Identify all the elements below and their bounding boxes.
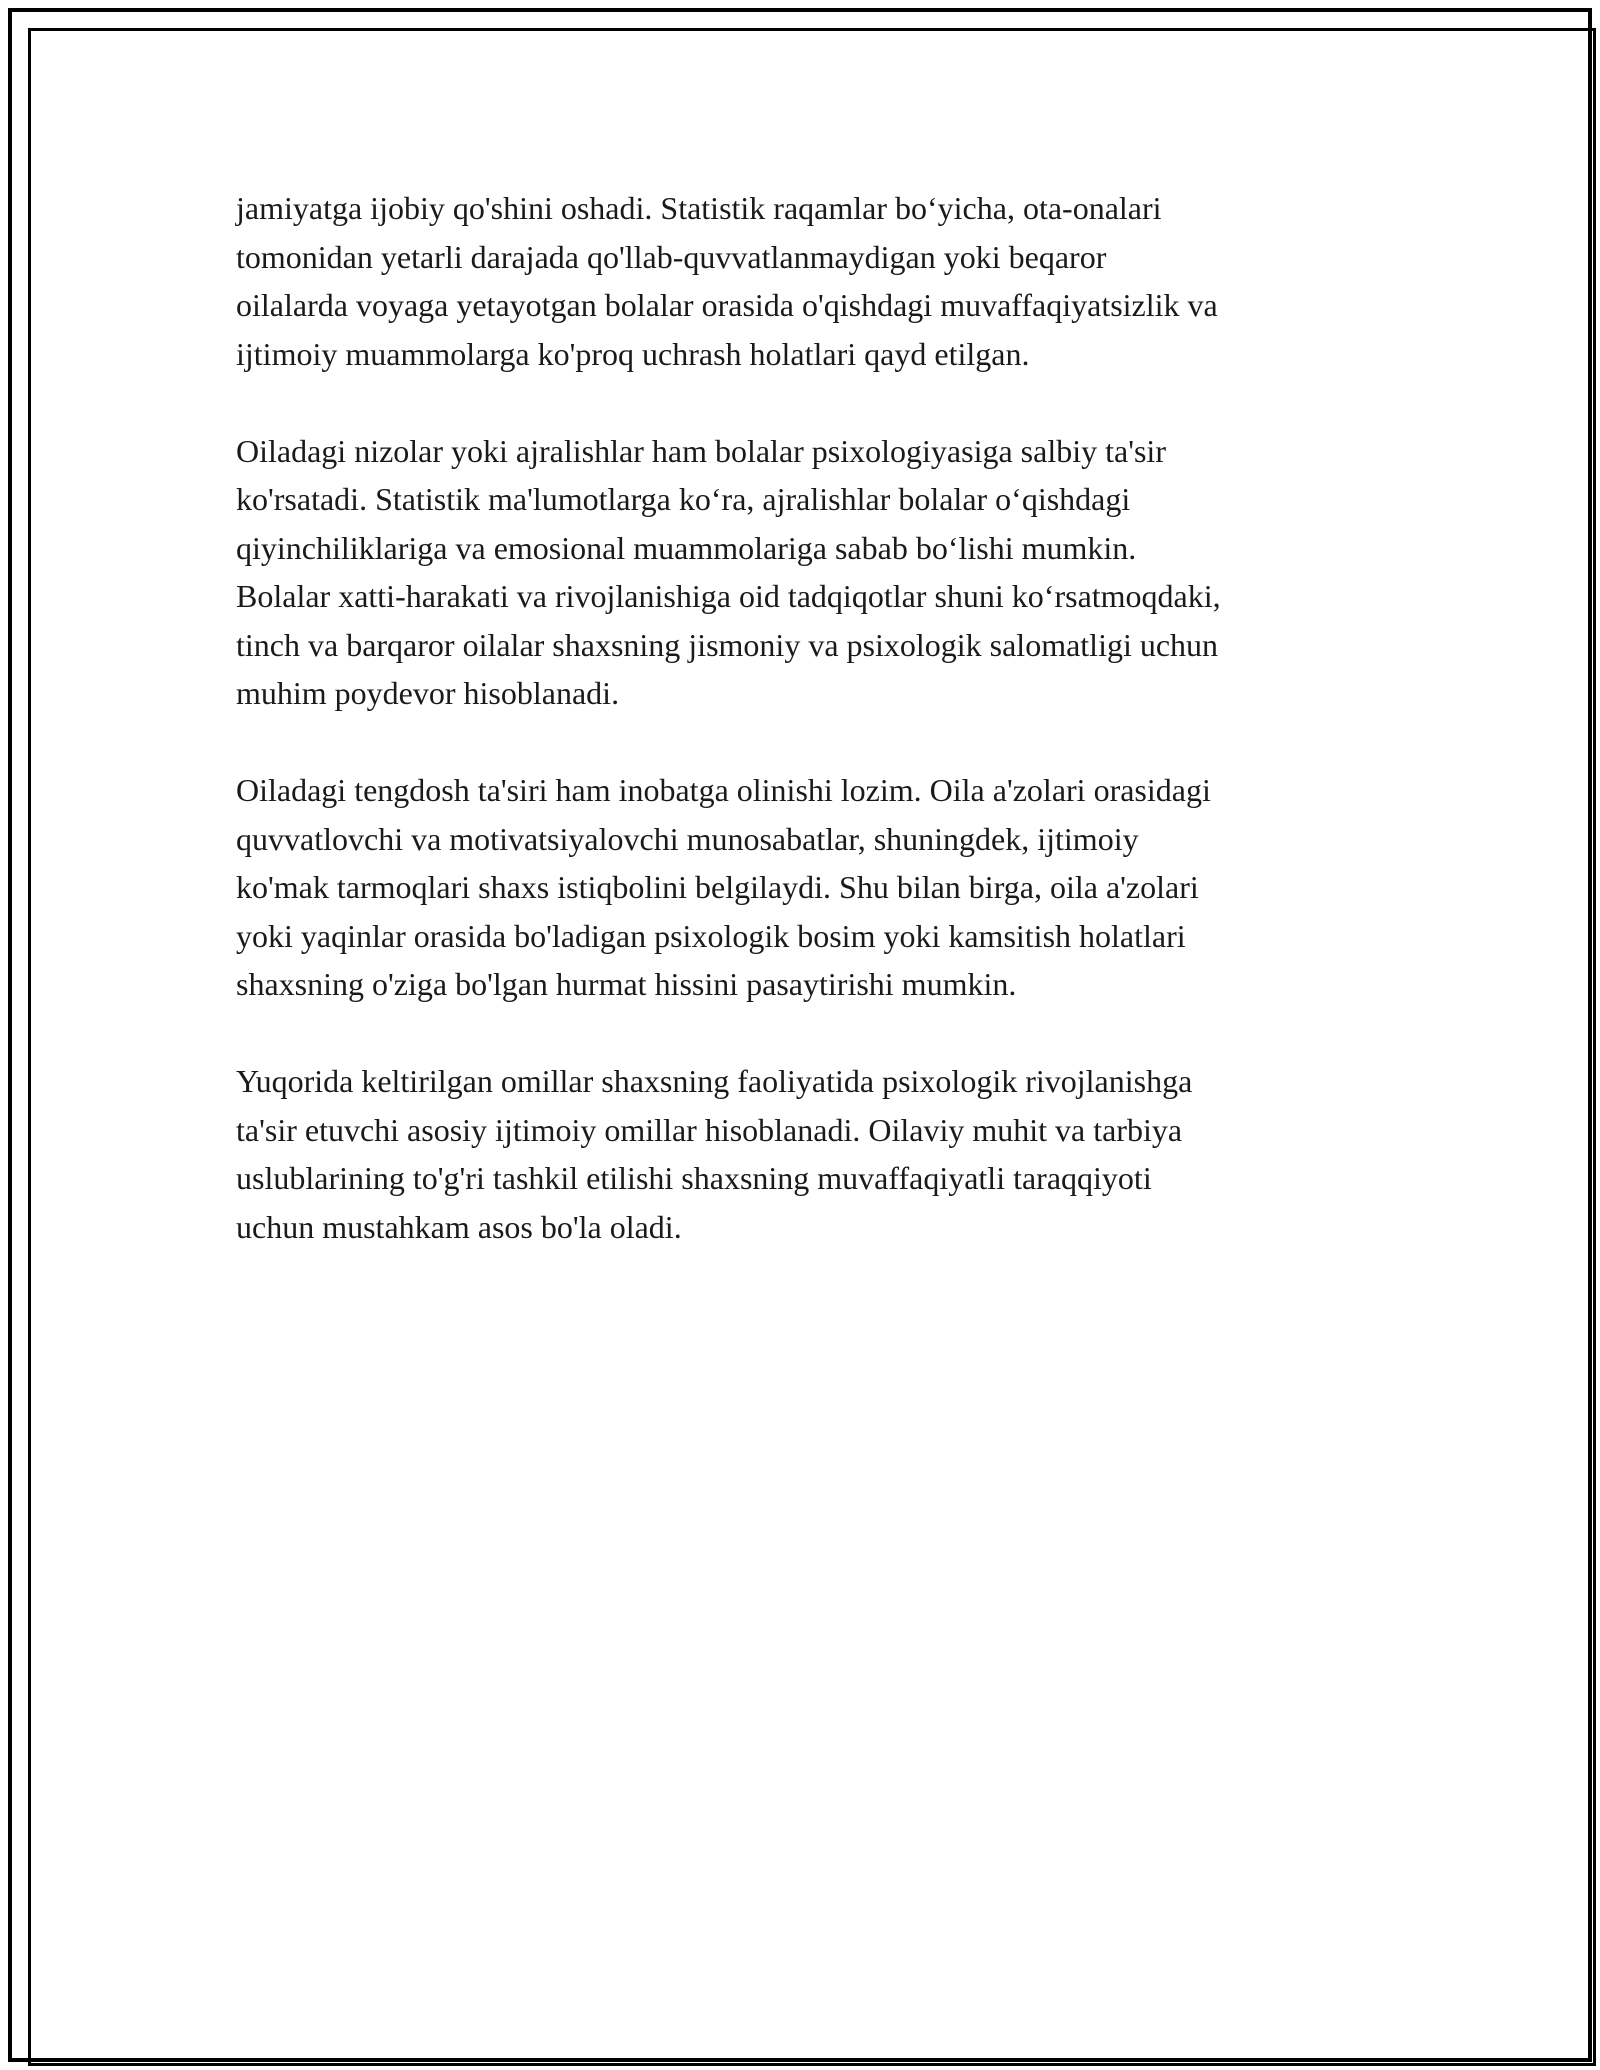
text-line: quvvatlovchi va motivatsiyalovchi munosabatlar, shuningdek, ijtimoiy <box>236 820 1139 857</box>
text-line: uslublarining to'g'ri tashkil etilishi shaxsning muvaffaqiyatli taraqqiyoti <box>236 1160 1152 1196</box>
text-line: Oiladagi tengdosh ta'siri ham inobatga olinishi lozim. Oila a'zolari orasidagi <box>236 772 1211 808</box>
text-line: ko'mak tarmoqlari shaxs istiqbolini belgilaydi. Shu bilan birga, oila a'zolari <box>236 869 1199 905</box>
text-line: Yuqorida keltirilgan omillar shaxsning faoliyatida psixologik rivojlanishga <box>236 1063 1193 1099</box>
text-line: qiyinchiliklariga va emosional muammolariga sabab bo‘lishi mumkin. <box>236 529 1137 566</box>
text-line: muhim poydevor hisoblanadi. <box>236 675 620 711</box>
text-line: shaxsning o'ziga bo'lgan hurmat hissini pasaytirishi mumkin. <box>236 966 1017 1002</box>
text-line: ta'sir etuvchi asosiy ijtimoiy omillar hisoblanadi. Oilaviy muhit va tarbiya <box>236 1111 1183 1148</box>
text-line: uchun mustahkam asos bo'la oladi. <box>236 1208 682 1245</box>
text-line: oilalarda voyaga yetayotgan bolalar orasida o'qishdagi muvaffaqiyatsizlik va <box>236 287 1218 323</box>
paragraph-3 <box>236 766 1386 1009</box>
text-line: ko'rsatadi. Statistik ma'lumotlarga ko‘ra, ajralishlar bolalar o‘qishdagi <box>236 481 1131 517</box>
text-line: ijtimoiy muammolarga ko'proq uchrash holatlari qayd etilgan. <box>236 335 1030 372</box>
document-body <box>236 184 1386 1300</box>
text-line: tomonidan yetarli darajada qo'llab-quvvatlanmaydigan yoki beqaror <box>236 238 1107 275</box>
paragraph-2 <box>236 427 1386 718</box>
paragraph-1 <box>236 184 1386 378</box>
text-line: Bolalar xatti-harakati va rivojlanishiga oid tadqiqotlar shuni ko‘rsatmoqdaki, <box>236 578 1221 614</box>
text-line: Oiladagi nizolar yoki ajralishlar ham bolalar psixologiyasiga salbiy ta'sir <box>236 432 1166 469</box>
text-line: tinch va barqaror oilalar shaxsning jismoniy va psixologik salomatligi uchun <box>236 626 1219 663</box>
paragraph-4 <box>236 1057 1386 1251</box>
text-line: jamiyatga ijobiy qo'shini oshadi. Statistik raqamlar bo‘yicha, ota-onalari <box>236 190 1162 226</box>
text-line: yoki yaqinlar orasida bo'ladigan psixologik bosim yoki kamsitish holatlari <box>236 917 1186 954</box>
